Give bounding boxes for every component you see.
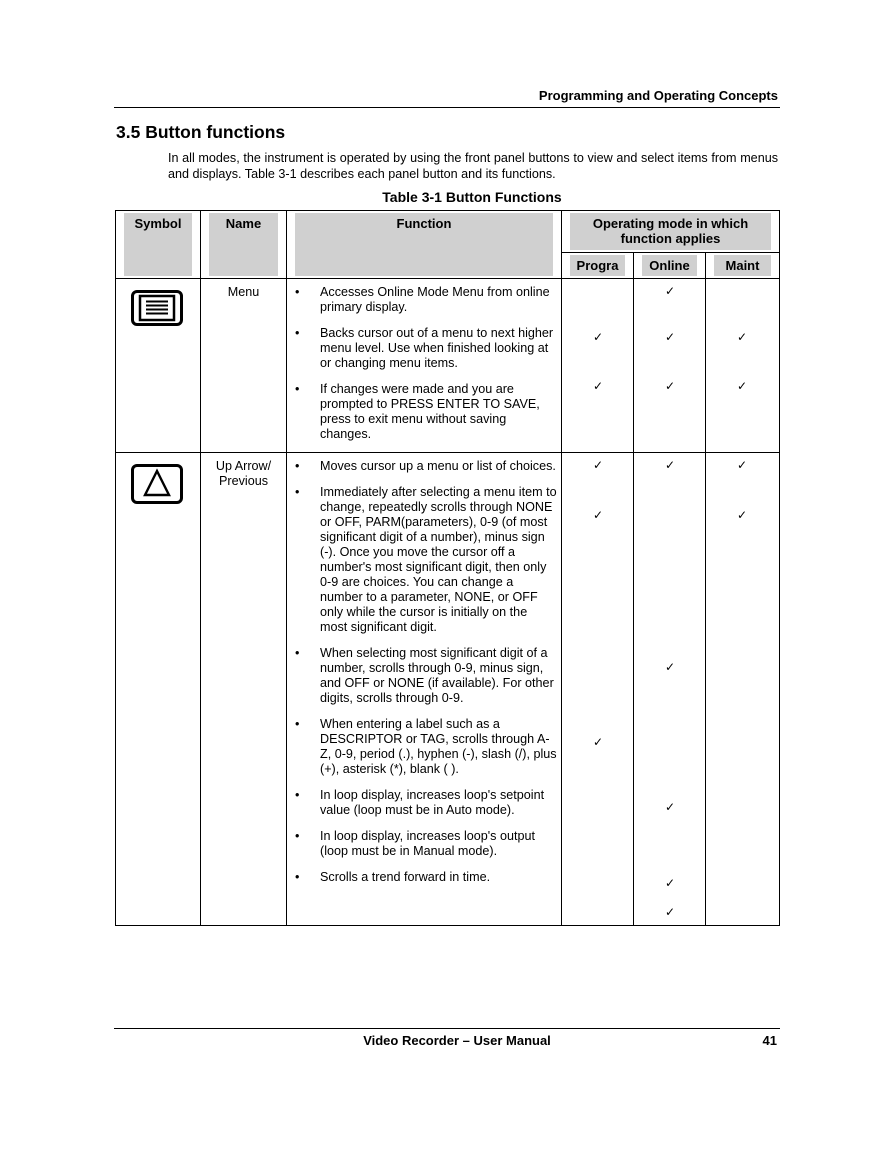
table-row-up-arrow (116, 453, 780, 926)
check-mark: ✓ (593, 458, 604, 472)
list-item: • Scrolls a trend forward in time. (295, 870, 491, 884)
section-title: 3.5 Button functions (116, 122, 286, 142)
check-mark: ✓ (665, 876, 676, 890)
name-cell: Up Arrow/ Previous (201, 453, 287, 926)
symbol-header: Symbol (116, 211, 201, 279)
list-item: • In loop display, increases loop's output (loop must be in Manual mode). (295, 829, 535, 858)
name-cell: Menu (201, 279, 287, 453)
table-caption: Table 3-1 Button Functions (382, 189, 562, 205)
table-row-menu (116, 279, 780, 453)
mode-header-online: Online (634, 253, 706, 279)
mode-cell-online (634, 453, 706, 926)
check-mark: ✓ (737, 458, 748, 472)
mode-header-maint: Maint (706, 253, 780, 279)
list-item: • Immediately after selecting a menu item to change, repeatedly scrolls through NONE or OFF, PARM(parameters), 0-9 (of most significant digit of a number), minus sign (-). Once you move the cursor off a number's most significant digit, then only 0-9 are choices. You can change a number to a parameter, NONE, or OFF only while the cursor is initially on the most significant digit. (295, 485, 557, 634)
button-functions-table (115, 210, 780, 926)
check-mark: ✓ (665, 800, 676, 814)
list-item: • When entering a label such as a DESCRIPTOR or TAG, scrolls through A-Z, 0-9, period (.), hyphen (-), slash (/), plus (+), asterisk (*), blank ( ). (295, 717, 557, 776)
check-mark: ✓ (593, 508, 604, 522)
up-arrow-icon (131, 464, 183, 504)
check-mark: ✓ (593, 330, 604, 344)
check-mark: ✓ (665, 379, 676, 393)
list-item: • Accesses Online Mode Menu from online primary display. (295, 285, 550, 314)
function-cell (287, 279, 562, 453)
mode-cell-maint (706, 453, 780, 926)
list-item: • Moves cursor up a menu or list of choices. (295, 459, 556, 473)
check-mark: ✓ (665, 660, 676, 674)
check-mark: ✓ (593, 379, 604, 393)
list-item: • If changes were made and you are prompted to PRESS ENTER TO SAVE, press to exit menu without saving changes. (295, 382, 540, 441)
symbol-cell (116, 453, 201, 926)
page-number: 41 (762, 1033, 777, 1048)
check-mark: ✓ (737, 330, 748, 344)
check-mark: ✓ (737, 508, 748, 522)
operating-mode-header: Operating mode in which function applies (562, 211, 780, 253)
intro-paragraph: In all modes, the instrument is operated by using the front panel buttons to view and select items from menus and displays. Table 3-1 describes each panel button and its functions. (168, 151, 778, 181)
function-cell (287, 453, 562, 926)
footer-title: Video Recorder – User Manual (363, 1033, 551, 1048)
mode-cell-program (562, 279, 634, 453)
mode-cell-program (562, 453, 634, 926)
list-item: • In loop display, increases loop's setpoint value (loop must be in Auto mode). (295, 788, 545, 817)
menu-icon (131, 290, 183, 326)
check-mark: ✓ (665, 330, 676, 344)
header-rule (114, 107, 780, 108)
check-mark: ✓ (665, 905, 676, 919)
list-item: • Backs cursor out of a menu to next higher menu level. Use when finished looking at or changing menu items. (295, 326, 554, 370)
footer-rule (114, 1028, 780, 1029)
check-mark: ✓ (737, 379, 748, 393)
check-mark: ✓ (593, 735, 604, 749)
mode-cell-online (634, 279, 706, 453)
check-mark: ✓ (665, 458, 676, 472)
mode-header-program: Progra (562, 253, 634, 279)
mode-cell-maint (706, 279, 780, 453)
function-header: Function (287, 211, 562, 279)
list-item: • When selecting most significant digit of a number, scrolls through 0-9, minus sign, and OFF or NONE (if available). For other digits, scrolls through 0-9. (295, 646, 554, 705)
running-header: Programming and Operating Concepts (538, 88, 778, 103)
check-mark: ✓ (665, 284, 676, 298)
name-header: Name (201, 211, 287, 279)
symbol-cell (116, 279, 201, 453)
